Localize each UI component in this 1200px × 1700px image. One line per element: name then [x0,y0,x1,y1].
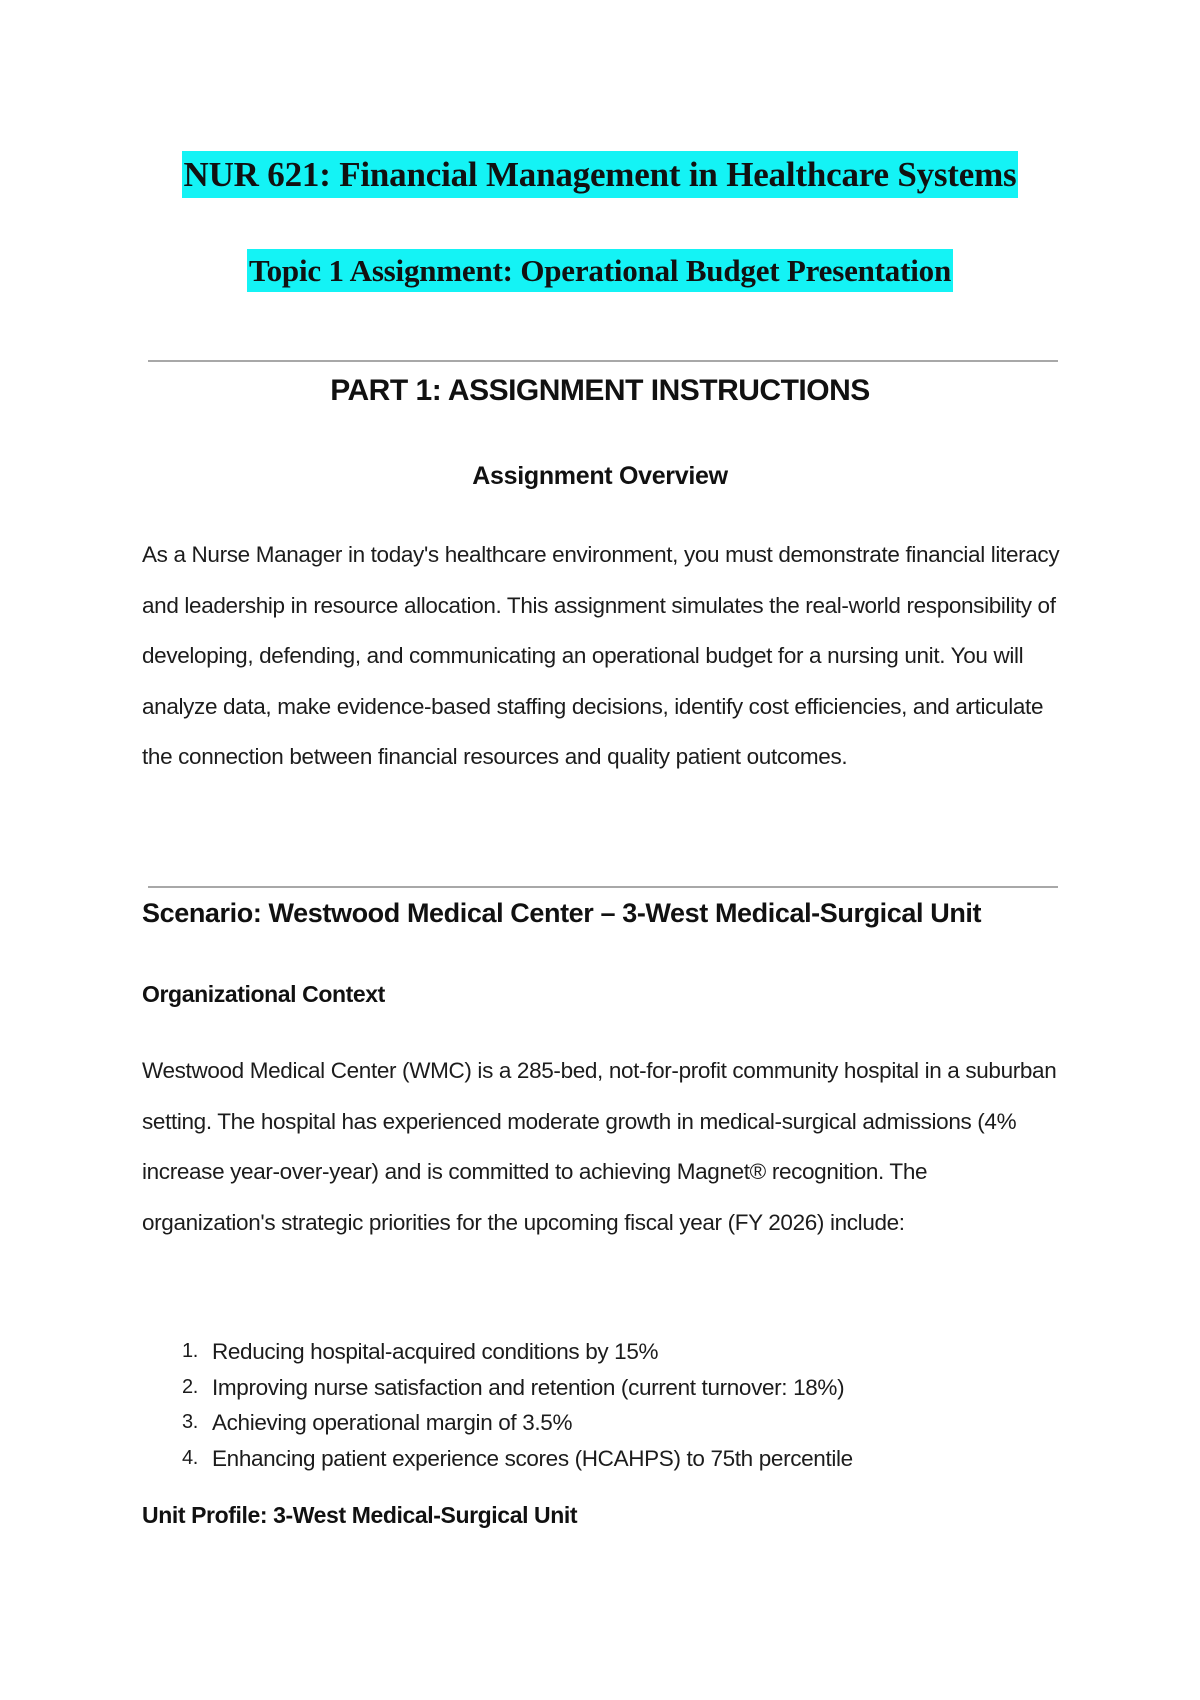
assignment-title: Topic 1 Assignment: Operational Budget Presentation [247,249,953,292]
strategic-priorities-list [142,1334,853,1476]
list-text: Achieving operational margin of 3.5% [212,1410,573,1435]
horizontal-divider [148,360,1058,362]
course-title-block [0,155,1200,195]
organizational-context-paragraph: Westwood Medical Center (WMC) is a 285-bed, not-for-profit community hospital in a suburban setting. The hospital has experienced moderate growth in medical-surgical admissions (4% increase year-over-year) and is committed to achieving Magnet® recognition. The organization's strategic priorities for the upcoming fiscal year (FY 2026) include: [142,1058,1057,1235]
overview-heading: Assignment Overview [472,462,728,490]
list-item [142,1405,853,1441]
scenario-heading: Scenario: Westwood Medical Center – 3-West Medical-Surgical Unit [142,898,982,928]
part-heading: PART 1: ASSIGNMENT INSTRUCTIONS [330,374,870,407]
list-number: 1. [182,1340,198,1362]
list-number: 4. [182,1446,198,1469]
list-item [142,1334,853,1370]
horizontal-divider [148,886,1058,888]
list-text: Reducing hospital-acquired conditions by 15% [212,1339,659,1364]
unit-profile-heading: Unit Profile: 3-West Medical-Surgical Unit [142,1502,578,1528]
list-item [142,1370,853,1406]
list-text: Enhancing patient experience scores (HCAHPS) to 75th percentile [212,1445,853,1471]
assignment-title-block [0,253,1200,289]
organizational-context-heading: Organizational Context [142,981,385,1007]
list-number: 3. [182,1411,198,1433]
list-number: 2. [182,1375,198,1398]
list-text: Improving nurse satisfaction and retention (current turnover: 18%) [212,1374,845,1400]
list-item [142,1441,853,1477]
overview-paragraph: As a Nurse Manager in today's healthcare environment, you must demonstrate financial literacy and leadership in resource allocation. This assignment simulates the real-world responsibility of developing, defending, and communicating an operational budget for a nursing unit. You will analyze data, make evidence-based staffing decisions, identify cost efficiencies, and articulate the connection between financial resources and quality patient outcomes. [142,542,1060,769]
course-title: NUR 621: Financial Management in Healthcare Systems [182,151,1019,198]
